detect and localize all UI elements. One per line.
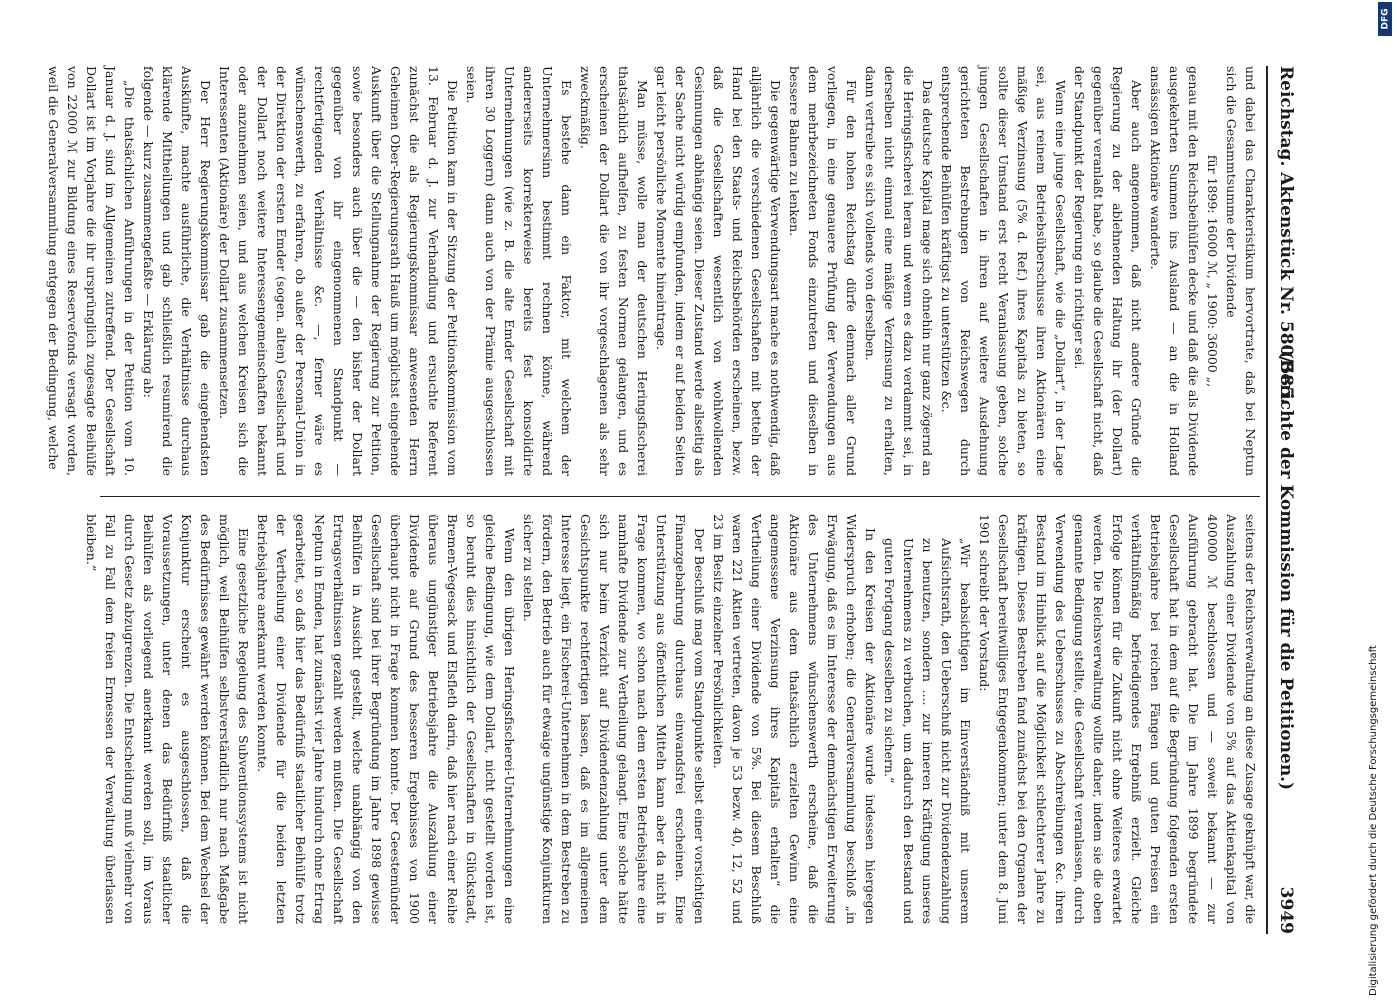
paragraph: Man müsse, wolle man der deutschen Heringsfischerei thatsächlich aufhelfen, zu festen Normen gelangen, und es erscheinen der Dollart die von ihr vorgeschlagenen als sehr zweckmäßig.: [578, 66, 650, 476]
paragraph: Es bestehe dann ein Faktor, mit welchem der Unternehmersinn bestimmt rechnen könne, während andererseits korrekterweise bereits fest konsolidirte Unternehmungen (wie z. B. die alte Emder Gesellschaft mit ihren 30 Loggern) dann auch von der Prämie ausgeschlossen seien.: [464, 66, 574, 476]
paragraph: genau mit den Reichsbeihülfen decke und daß die als Dividende ausgekehrten Summen ins Ausland — an die in Holland ansässigen Aktionäre wanderte.: [1148, 66, 1201, 476]
paragraph: „Die thatsächlichen Anführungen in der Petition vom 10. Januar d. J. sind im Allgemeinen zutreffend. Der Gesellschaft Dollart ist im Vorjahre die ihr ursprünglich zugesagte Beihülfe von 22000 ℳ zur Bildung eines Reservefonds versagt worden, weil die Generalversammlung entgegen der Bedingung, welche: [46, 66, 137, 476]
digitization-note: Digitalisierung gefördert durch die Deutsche Forschungsgemeinschaft: [1368, 645, 1379, 996]
paragraph: Das deutsche Kapital mage sich ohnehin nur ganz zögernd an die Heringsfischerei heran und wenn es dazu verdammt sei, in derselben nicht einmal eine mäßige Verzinsung zu erhalten, dann vertreibe es sich vollends von derselben.: [863, 66, 935, 476]
rotated-page: [46, 66, 1298, 934]
header-subtitle: (Berichte der Kommission für die Petitionen.): [1276, 351, 1296, 791]
paragraph: In den Kreisen der Aktionäre wurde indessen hiergegen Widerspruch erhoben; die Generalversammlung beschloß „in Erwägung, daß es im Interesse der demnächstigen Erweiterung des Unternehmens wünschenswerth erscheine, daß die Aktionäre aus dem thatsächlich erzielten Gewinn eine angemessene Verzinsung ihres Kapitals erhalten“ die Vertheilung einer Dividende von 5%. Bei diesem Beschluß waren 221 Aktien vertreten, davon je 53 bezw. 40, 12, 52 und 23 im Besitz einzelner Persönlichkeiten.: [711, 514, 878, 924]
header-rule: [1266, 66, 1268, 934]
paragraph: Aber auch angenommen, daß nicht andere Gründe die Regierung zu der ablehnenden Haltung ihr (der Dollart) gegenüber veranlaßt habe, so glaube die Gesellschaft nicht, daß der Standpunkt der Regierung ein richtiger sei.: [1072, 66, 1144, 476]
paragraph: seitens der Reichsverwaltung an diese Zusage geknüpft war, die Auszahlung einer Dividende von 5% auf das Aktienkapital von 400000 ℳ beschlossen und — soweit bekannt — zur Ausführung gebracht hat. Die im Jahre 1899 begründete Gesellschaft hat in dem auf die Begründung folgenden ersten Betriebsjahre bei reichen Fängen und guten Preisen ein verhältnißmäßig befriedigendes Ergebniß erzielt. Gleiche Erfolge können für die Zukunft nicht ohne Weiteres erwartet werden. Die Reichsverwaltung wollte daher, indem sie die oben genannte Bedingung stellte, die Gesellschaft veranlassen, durch Verwendung des Ueberschusses zu Abschreibungen &c. ihren Bestand im Hinblick auf die Möglichkeit schlechterer Jahre zu kräftigen. Dieses Bestreben fand zunächst bei den Organen der Gesellschaft bereitwilliges Entgegenkommen; unter dem 8. Juni 1901 schreibt der Vorstand:: [977, 514, 1258, 924]
text-column-right: [84, 514, 1260, 924]
paragraph: Wenn eine junge Gesellschaft, wie die „Dollart“, in der Lage sei, aus reinem Betriebsüberschusse ihren Aktionären eine mäßige Verzinsung (5% d. Ref.) ihres Kapitals zu bieten, so sollte dieser Umstand erst recht Veranlassung geben, solche jungen Gesellschaften in ihren auf weitere Ausdehnung gerichteten Bestrebungen von Reichswegen durch entsprechende Beihülfen kräftigst zu unterstützen &c.: [939, 66, 1068, 476]
header-title: Reichstag. Aktenstück Nr. 580/585.: [1276, 66, 1296, 404]
dfg-logo: DFG: [1378, 2, 1392, 36]
paragraph: Wenn den übrigen Heringsfischerei-Unternehmungen eine gleiche Bedingung, wie dem Dollart, nicht gestellt worden ist, so beruht dies hinsichtlich der Gesellschaften in Glückstadt, Bremen-Vegesack und Elsfleth darin, daß hier nach einer Reihe überaus ungünstiger Betriebsjahre die Auszahlung einer Dividende auf Grund des besseren Ergebnisses von 1900 überhaupt nicht in Frage kommen konnte. Der Geestemünder Gesellschaft sind bei ihrer Begründung im Jahre 1898 gewisse Beihülfen in Aussicht gestellt, welche unabhängig von den Ertragsverhältnissen gezahlt werden mußten. Die Gesellschaft Neptun in Emden, hat zunächst vier Jahre hindurch ohne Ertrag gearbeitet, so daß hier das Bedürfniß staatlicher Beihülfe trotz der Vertheilung einer Dividende für die beiden letzten Betriebsjahre anerkannt werden konnte.: [255, 514, 517, 924]
quoted-paragraph: „Wir beabsichtigen im Einverständniß mit unserem Aufsichtsrath, den Ueberschuß nicht zur Dividendenzahlung zu benutzen, sondern .... zur inneren Kräftigung unseres Unternehmens zu verbuchen, um dadurch den Bestand und guten Fortgang desselben zu sichern.“: [882, 538, 973, 924]
running-header: [1272, 66, 1298, 934]
paragraph: Der Beschluß mag vom Standpunkte selbst einer vorsichtigen Finanzgebahrung durchaus einwandsfrei erscheinen. Eine Unterstützung aus öffentlichen Mitteln kann aber da nicht in Frage kommen, wo schon nach dem ersten Betriebsjahre eine namhafte Dividende zur Vertheilung gelangt. Eine solche hätte sich nur beim Verzicht auf Dividendenzahlung unter dem Gesichtspunkte rechtfertigen lassen, daß es im allgemeinen Interesse liegt, ein Fischerei-Unternehmen in dem Bestreben zu fördern, den Betrieb auch für etwaige ungünstige Konjunkturen sicher zu stellen.: [521, 514, 707, 924]
page-number: 3949: [1276, 886, 1296, 934]
paragraph: Die gegenwärtige Verwendungsart mache es nothwendig, daß alljährlich die verschiedenen Gesellschaften mit betteln der Hand bei den Staats- und Reichsbehörden erscheinen, bezw. daß die Gesellschaften wesentlich von wohlwollenden Gesinnungen abhängig seien. Dieser Zustand werde allseitig als der Sache nicht würdig empfunden, indem er auf beiden Seiten gar leicht persönliche Momente hineintrage.: [654, 66, 783, 476]
text-column-left: [46, 66, 1260, 476]
paragraph: und dabei das Charakteristikum hervortrate, daß bei Neptun sich die Gesammtsumme der Dividende: [1224, 66, 1258, 476]
paragraph: Der Herr Regierungskommissar gab die eingehendsten Auskünfte, machte ausführliche, die Verhältnisse durchaus klärende Mittheilungen und gab schließlich resumirend die folgende — kurz zusammengefaßte — Erklärung ab:: [141, 66, 213, 476]
column-divider: [100, 496, 1260, 497]
paragraph: Die Petition kam in der Sitzung der Petitionskommission vom 13. Februar d. J. zur Verhandlung und ersuchte Referent zunächst die als Regierungskommissar anwesenden Herrn Geheimen Ober-Regierungsrath Hauß um möglichst eingehende Auskunft über die Stellungnahme der Regierung zur Petition, sowie besonders auch über die — den bisher der Dollart gegenüber von ihr eingenommenen Standpunkt — rechtfertigenden Verhältnisse &c. —, ferner wäre es wünschenswerth, zu erfahren, ob außer der Personal-Union in der Direktion der ersten Emder (sogen. alten) Gesellschaft und der Dollart noch weitere Interessengemeinschaften bekannt oder anzunehmen seien, und aus welchen Kreisen sich die Interessenten (Aktionäre) der Dollart zusammensetzen.: [217, 66, 460, 476]
paragraph: für 1899: 16000 ℳ, „ 1900: 36000 „,: [1205, 154, 1220, 388]
paragraph: Für den hohen Reichstag dürfe demnach aller Grund vorliegen, in eine genauere Prüfung der Verwendungen aus dem mehrbezeichneten Fonds einzutreten und dieselben in bessere Bahnen zu lenken.: [787, 66, 859, 476]
paragraph: Eine gesetzliche Regelung des Subventionssystems ist nicht möglich, weil Beihülfen selbstverständlich nur nach Maßgabe des Bedürfnisses gewährt werden können. Bei dem Wechsel der Konjunktur erscheint es ausgeschlossen, daß die Voraussetzungen, unter denen das Bedürfniß staatlicher Beihülfen als vorliegend anerkannt werden soll, im Voraus durch Gesetz abzugrenzen. Die Entscheidung muß vielmehr von Fall zu Fall dem freien Ermessen der Verwaltung überlassen bleiben.“: [84, 514, 251, 924]
